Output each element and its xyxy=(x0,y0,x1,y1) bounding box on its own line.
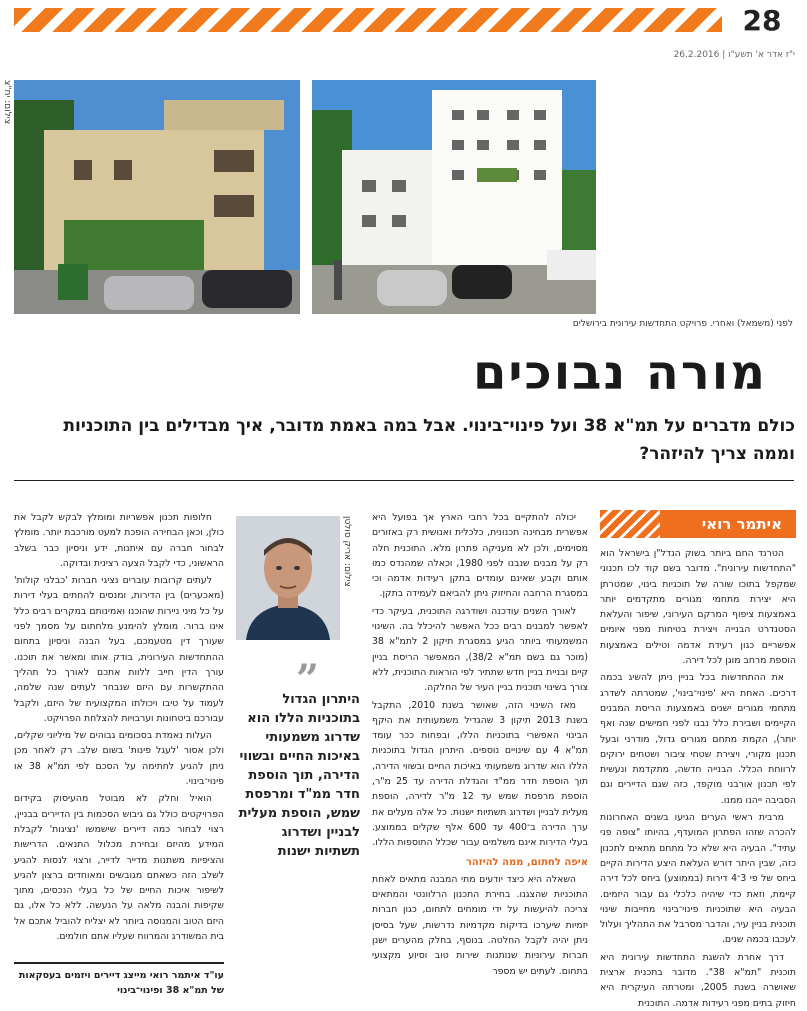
dateline: י"ז אדר א' תשע"ו | 26.2.2016 xyxy=(673,50,795,60)
photo-caption: לפני (משמאל) ואחרי. פרויקט התחדשות עירונית בירושלים xyxy=(572,319,793,329)
paragraph: מאז השינוי הזה, שאושר בשנת 2010, התקבל בשנת 2013 תיקון 3 שהגדיל משמעותית את היקף הבינוי האפשרי בתוכניות הללו, ובפחות ככר עומד תמ"א 4 עם שינויים נוספים. היתרון הגדול בתוכניות הללו הוא שדרוג משמעותי באיכות החיים ובשווי הדירה, תוך הוספת חדר ממ"ד והגדלת הדירה עד 25 מ"ר, הוספת מרפסת שמש עד 12 מ"ר לדירה, הוספת מעלית לבניין ושדרוג תשתיות ישנות. כל אלה מעלים את ערך הדירה ב־400 עד 600 אלף שקלים בממוצע. בעלי הדירות אינם משלמים עבור שכלל התוספות הללו. xyxy=(372,699,589,849)
divider xyxy=(14,480,794,481)
photo-after xyxy=(312,80,596,314)
photo-before xyxy=(14,80,300,314)
paragraph: חלופות תכנון אפשריות ומומלץ לבקש לקבל את כולן, וכאן הבחירה הופכת למעט מורכבת יותר. מומלץ לבחור חברה עם איתנות, ידע וניסיון כבר בשלב הראשוני, כדי לקבל הצעה רצינית ובדוקה. xyxy=(14,512,224,569)
author-byline: איתמר רואי xyxy=(600,510,796,538)
section-subheading: איפה לחתום, ממה להיזהר xyxy=(465,856,588,868)
paragraph: מרבית ראשי הערים הגיעו בשנים האחרונות להכרה שזהו הפתרון המועדף, בהיותו "צופה פני עתיד". הבעיה היא שלא כל מתחם מתאים לתכנון כזה, שבין היתר דורש העלאת היצע הדירות הקיים ביחס של פי 3־4 דירות (בממוצע) ביחס לכל דירה קיימת, וזאת כדי שיהיה כלכלי גם עבור היזמים. הבעיה היא שתוכניות פינוי־בינוי מחייבות שינוי תוכנית בניין עיר, והדבר מסרבל את התהליך ועלול לעכבו בכמה שנים. xyxy=(600,812,797,946)
headline: מורה נבוכים xyxy=(472,345,767,401)
author-portrait xyxy=(236,516,340,640)
paragraph: הואיל וחלק לא מבוטל מהעיסוק בקידום הפרויקטים כולל גם גיבוש הסכמות בין הדיירים בבניין, רצוי לבחור כמה דיירים שישמשו 'נציגות' לקבלת המידע מהיזם ובחירת מכלול התנאים. הדרישות והציפיות משתנות מדייר לדייר, ורצוי לנסות להגיע לשלב הזה כשאתם מגובשים ומאוחדים ברצון להגיע לשיפור איכות החיים של כל בעלי הנכסים, מתוך שקיפות והבנה מלאה על הנעשה. ללא כל אלו, גם היזם הטוב והמנוסה ביותר לא יצליח להוביל אתכם אל בית המשודרג והמרווח שעליו אתם חולמים. xyxy=(14,793,224,943)
paragraph: לאורך השנים עודכנה ושודרגה התוכנית, בעיקר כדי לאפשר למבנים רבים ככל האפשר להיכלל בה. השינוי המשמעותי ביותר הגיע במסגרת תיקון 2 לתמ"א 38 (מוכר גם בשם תמ"א 38/2), המאפשר הריסת בניין קיים ובניית בניין חדש שתתיר לפי הוראות התוכנית, ללא צורך בשינוי תוכנית בניין העיר של החלקה. xyxy=(372,605,588,694)
column-3 xyxy=(14,510,224,956)
page-number: 28 xyxy=(742,4,782,37)
paragraph: את ההתחדשות בכל בניין ניתן להשיג בכמה דרכים. האחת היא 'פינוי־בינוי', שמטרתה לשדרג מתחמי מגורים ישנים באמצעות הריסת המבנים הקיימים ושבירת כלל נבנו לפני חמישים שנה ואף יותר), הקמת מתחם מגורים גדול, מודרני ובעל תכנון מקורי, ויצירת שטחי ציבור ושטחים ירוקים לרווחת הכלל. הבנייה חדשה, מתקדמת ונעשית לפי תכנון אורבני מוקפד, כזה שגם הדיירים וגם הסביבה ייהנו ממנו. xyxy=(600,672,796,806)
quote-mark-icon: ” xyxy=(296,656,320,703)
author-note: עו"ד איתמר רואי מייצג דיירים ויזמים בעסקאות של תמ"א 38 ופינוי־בינוי xyxy=(18,970,224,996)
portrait-credit: צילום: אריק סולטן xyxy=(342,516,352,587)
header-stripe xyxy=(14,8,722,32)
paragraph: העלות נאמדת בסכומים גבוהים של מיליוני שקלים, ולכן אסור 'לעגל פינות' בשום שלב. רק לאחר מכן ניתן להגיע לחתימה על הסכם לפי תמ"א 38 או פינוי־בינוי. xyxy=(14,730,224,788)
column-2 xyxy=(372,510,588,998)
paragraph: השאלה היא כיצד יודעים מתי המבנה מתאים לאחת התוכניות שהצגנו. בחירת התכנון הרלוונטי והמתאים צריכה להיעשות על ידי מומחים לתחום, כגון חברות יזמיות שיערכו בדיקות מקדמיות נדרשות, שעל בסיסן ניתן יהיה לקבל החלטה. בנוסף, בחלק מהערים ישנן חברות עירוניות שנותנות שירות טוב וסיוע מקצועי בתחום. לעתים יש מספר xyxy=(372,873,588,977)
pull-quote: היתרון הגדול בתוכניות הללו הוא שדרוג משמעותי באיכות החיים ובשווי הדירה, תוך הוספת חדר ממ"ד ומרפסת שמש, הוספת מעלית לבניין ושדרוג תשתיות ישנות xyxy=(238,692,360,859)
column-1 xyxy=(600,546,797,1009)
photo-credit: צילום: יח"צ xyxy=(2,80,12,125)
footer-divider xyxy=(14,962,224,964)
paragraph: לעתים קרובות עוברים נציגי חברות 'כבלני קולות' (מאכערים) בין הדירות, ומנסים להחתים בעלי דירות על כל מיני ניירות שהוכנו ואמינותם במקרים רבים כלל אינו ברור. מומלץ להימנע מלחתום על מסמך לפני שעורך דין מטעמכם, בעל הבנה וניסיון בתחום ההתחדשות העירונית, בודק אותו ומאשר את תוכנו. עורך הדין חייב ללוות אתכם לאורך כל תהליך ההתקשרות עם היזם שנבחר לעתים שנה שלמה, לעמוד על טיבו ויכולתו המקצועית של היזם, ולקבל עבורכם ביטחונות וערבויות להצלחת הפרויקט. xyxy=(14,575,224,724)
paragraph: דרך אחרת להשגת התחדשות עירונית היא תוכנית "תמ"א 38". מדובר בתכנית ארצית שאושרה בשנת 2005, ומטרתה העיקרית היא חיזוק בתים מפני רעידות אדמה. התוכנית xyxy=(600,951,796,1009)
subheadline: כולם מדברים על תמ"א 38 ועל פינוי־בינוי. אבל במה באמת מדובר, איך מבדילים בין התוכניות וממה צריך להיזהר? xyxy=(63,416,795,464)
paragraph: הטרנד החם ביותר בשוק הנדל"ן בישראל הוא "התחדשות עירונית". מדובר בשם קוד לכו תכנוני שמקפל בתוכו שורה של תוכניות בינוי, שמטרתן היא יצירת מתחמי מגורים מתקדמים יותר באמצעות ציפוף המרקם העירוני, שיפור והעלאת הסטנדרט הבנייה ויצירת בטיחות מפני איומים אפשריים כגון רעידת אדמה וטילים באמצעות הוספת מרחב מוגן לכל דירה. xyxy=(600,548,796,667)
paragraph: יכולה להתקיים בכל רחבי הארץ אך בפועל היא אפשרית מבחינה תכנונית, כלכלית ואנושית רק באזורים מסוימים, ולכן לא מעניקה פתרון מלא. התוכנית חלה רק על מבנים שנבנו לפני 1980, וכאלה שמהנדס כמו אותם וקבע שאינם עומדים בתקן רעידות אדמה וכי במסגרת הרחבה והחיזוק ניתן להביאם לעמידה בתקן. xyxy=(372,512,588,600)
